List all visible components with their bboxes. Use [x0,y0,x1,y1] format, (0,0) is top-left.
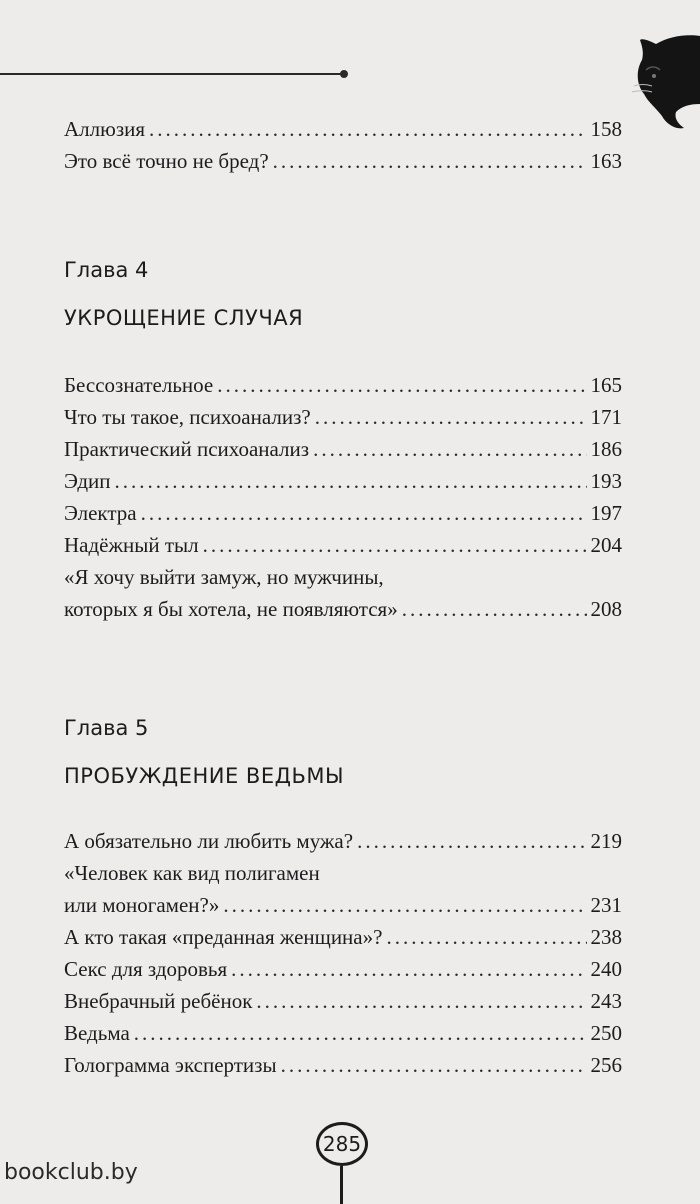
black-cat-illustration [626,30,700,134]
toc-entry-page: 231 [590,893,622,917]
toc-entry-page: 243 [590,989,622,1013]
toc-entry[interactable] [64,1018,622,1050]
toc-entry[interactable] [64,370,622,402]
toc-entry-page: 186 [590,437,622,461]
toc-entry-title: Аллюзия [64,117,146,141]
toc-entry[interactable] [64,114,622,146]
page-number-badge: 285 [316,1122,368,1166]
toc-leader-dots [281,1050,587,1080]
top-rule [0,73,345,75]
toc-entry-page: 219 [590,829,622,853]
toc-leader-dots [134,1018,587,1048]
toc-leader-dots [402,594,587,624]
toc-entry-title-line1: «Человек как вид полигамен [64,861,320,885]
toc-entry-title: Электра [64,501,137,525]
toc-entry-title: Секс для здоровья [64,957,228,981]
toc-entry[interactable] [64,434,622,466]
toc-leader-dots [315,402,587,432]
chapter-4-title: УКРОЩЕНИЕ СЛУЧАЯ [64,306,304,330]
toc-entry[interactable] [64,466,622,498]
toc-chapter-4 [64,370,622,626]
toc-entry-page: 158 [590,117,622,141]
toc-entry-title: А кто такая «преданная женщина»? [64,925,383,949]
toc-section-top [64,114,622,178]
toc-entry-page: 238 [590,925,622,949]
toc-chapter-5 [64,826,622,1082]
toc-entry-title-line1: «Я хочу выйти замуж, но мужчины, [64,565,384,589]
toc-entry-title: Голограмма экспертизы [64,1053,277,1077]
toc-entry[interactable] [64,954,622,986]
toc-leader-dots [273,146,587,176]
toc-leader-dots [231,954,586,984]
toc-entry[interactable] [64,498,622,530]
toc-entry-page: 193 [590,469,622,493]
toc-leader-dots [149,114,586,144]
toc-entry-page: 197 [590,501,622,525]
chapter-5-title: ПРОБУЖДЕНИЕ ВЕДЬМЫ [64,764,345,788]
toc-entry-page: 240 [590,957,622,981]
chapter-4-label: Глава 4 [64,258,149,282]
toc-entry-multiline[interactable] [64,858,622,922]
watermark-text: bookclub.by [4,1160,138,1185]
toc-leader-dots [203,530,587,560]
toc-entry-page: 171 [590,405,622,429]
toc-entry-title: Эдип [64,469,111,493]
toc-entry-title: Надёжный тыл [64,533,199,557]
toc-entry[interactable] [64,530,622,562]
toc-entry-title: Бессознательное [64,373,214,397]
toc-leader-dots [256,986,586,1016]
toc-entry-title: Внебрачный ребёнок [64,989,253,1013]
toc-entry-title: Что ты такое, психоанализ? [64,405,311,429]
toc-entry-page: 256 [590,1053,622,1077]
toc-leader-dots [217,370,586,400]
toc-entry-page: 165 [590,373,622,397]
toc-entry-page: 208 [590,597,622,621]
toc-leader-dots [386,922,586,952]
toc-entry-title-line2: которых я бы хотела, не появляются» [64,597,398,621]
toc-leader-dots [313,434,586,464]
page-number-stem [340,1166,343,1204]
toc-entry[interactable] [64,146,622,178]
toc-entry[interactable] [64,826,622,858]
toc-entry[interactable] [64,1050,622,1082]
top-rule-dot [340,70,348,78]
toc-entry-title: Практический психоанализ [64,437,310,461]
toc-entry-title: Это всё точно не бред? [64,149,269,173]
toc-entry[interactable] [64,922,622,954]
toc-leader-dots [357,826,586,856]
toc-entry-page: 204 [590,533,622,557]
toc-entry-title: А обязательно ли любить мужа? [64,829,354,853]
toc-entry-page: 250 [590,1021,622,1045]
toc-entry-title-line2: или моногамен?» [64,893,220,917]
toc-entry-page: 163 [590,149,622,173]
toc-leader-dots [223,890,586,920]
toc-entry[interactable] [64,402,622,434]
chapter-5-label: Глава 5 [64,716,149,740]
toc-entry-title: Ведьма [64,1021,130,1045]
toc-entry[interactable] [64,986,622,1018]
toc-leader-dots [115,466,587,496]
toc-entry-multiline[interactable] [64,562,622,626]
toc-leader-dots [141,498,587,528]
